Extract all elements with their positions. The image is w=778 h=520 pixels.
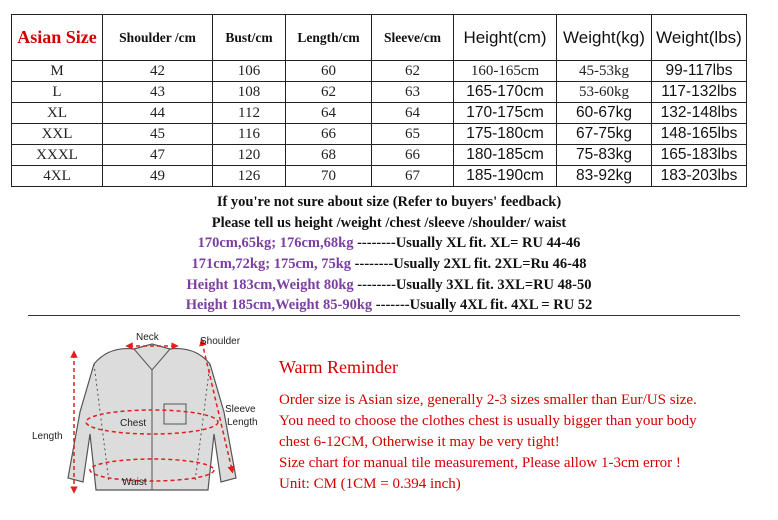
- fit-example-measure: 171cm,72kg; 175cm, 75kg: [191, 256, 352, 272]
- cell-sleeve: 64: [372, 103, 454, 124]
- cell-weight-lbs: 132-148lbs: [652, 103, 747, 124]
- table-row: [12, 61, 747, 82]
- cell-shoulder: 47: [103, 145, 213, 166]
- cell-weight-lbs: 183-203lbs: [652, 166, 747, 187]
- cell-sleeve: 63: [372, 82, 454, 103]
- table-row: [12, 82, 747, 103]
- waist-label: Waist: [122, 477, 147, 488]
- sleeve-length-label: Length: [227, 417, 258, 428]
- reminder-line: Order size is Asian size, generally 2-3 sizes smaller than Eur/US size.: [279, 392, 697, 408]
- cell-shoulder: 44: [103, 103, 213, 124]
- cell-weight-lbs: 117-132lbs: [652, 82, 747, 103]
- reminder-line: Unit: CM (1CM = 0.394 inch): [279, 476, 461, 492]
- shirt-measurement-diagram: [24, 322, 274, 518]
- cell-bust: 116: [213, 124, 286, 145]
- cell-size: M: [12, 61, 103, 82]
- size-advice-line: If you're not sure about size (Refer to buyers' feedback): [216, 194, 562, 210]
- cell-bust: 108: [213, 82, 286, 103]
- cell-length: 70: [286, 166, 372, 187]
- cell-height: 160-165cm: [454, 61, 557, 82]
- cell-shoulder: 43: [103, 82, 213, 103]
- chest-label: Chest: [120, 418, 147, 429]
- cell-length: 68: [286, 145, 372, 166]
- cell-sleeve: 62: [372, 61, 454, 82]
- cell-weight-lbs: 99-117lbs: [652, 61, 747, 82]
- cell-sleeve: 65: [372, 124, 454, 145]
- cell-length: 66: [286, 124, 372, 145]
- header-height: Height(cm): [454, 15, 557, 61]
- cell-bust: 120: [213, 145, 286, 166]
- sleeve-label: Sleeve: [225, 404, 256, 415]
- fit-example: [0, 277, 778, 294]
- fit-example-result: --------Usually 3XL fit. 3XL=RU 48-50: [353, 277, 592, 293]
- neck-label: Neck: [136, 332, 159, 343]
- header-bust: Bust/cm: [213, 15, 286, 61]
- cell-weight-lbs: 165-183lbs: [652, 145, 747, 166]
- cell-sleeve: 66: [372, 145, 454, 166]
- cell-weight-kg: 67-75kg: [557, 124, 652, 145]
- cell-shoulder: 45: [103, 124, 213, 145]
- cell-length: 62: [286, 82, 372, 103]
- cell-length: 60: [286, 61, 372, 82]
- fit-example: [0, 256, 778, 273]
- header-weight-kg: Weight(kg): [557, 15, 652, 61]
- cell-weight-kg: 60-67kg: [557, 103, 652, 124]
- cell-height: 180-185cm: [454, 145, 557, 166]
- warm-reminder-title: Warm Reminder: [279, 357, 399, 377]
- cell-sleeve: 67: [372, 166, 454, 187]
- table-row: [12, 145, 747, 166]
- cell-length: 64: [286, 103, 372, 124]
- cell-size: XXL: [12, 124, 103, 145]
- cell-size: L: [12, 82, 103, 103]
- header-length: Length/cm: [286, 15, 372, 61]
- cell-height: 165-170cm: [454, 82, 557, 103]
- cell-size: XL: [12, 103, 103, 124]
- fit-example-result: --------Usually XL fit. XL= RU 44-46: [353, 235, 581, 251]
- fit-example-result: --------Usually 2XL fit. 2XL=Ru 46-48: [351, 256, 587, 272]
- shoulder-label: Shoulder: [200, 336, 241, 347]
- reminder-line: chest 6-12CM, Otherwise it may be very tight!: [279, 434, 560, 450]
- cell-bust: 126: [213, 166, 286, 187]
- table-row: [12, 124, 747, 145]
- length-label: Length: [32, 431, 63, 442]
- size-chart-table: [11, 14, 747, 187]
- cell-bust: 112: [213, 103, 286, 124]
- fit-example-measure: Height 185cm,Weight 85-90kg: [185, 297, 373, 313]
- cell-size: 4XL: [12, 166, 103, 187]
- cell-weight-kg: 83-92kg: [557, 166, 652, 187]
- cell-weight-lbs: 148-165lbs: [652, 124, 747, 145]
- cell-shoulder: 49: [103, 166, 213, 187]
- fit-example-measure: 170cm,65kg; 176cm,68kg: [197, 235, 354, 251]
- fit-example: [0, 235, 778, 252]
- table-header-row: [12, 15, 747, 61]
- table-row: [12, 166, 747, 187]
- section-divider: [28, 315, 740, 316]
- table-row: [12, 103, 747, 124]
- fit-example-result: -------Usually 4XL fit. 4XL = RU 52: [372, 297, 593, 313]
- cell-shoulder: 42: [103, 61, 213, 82]
- cell-weight-kg: 45-53kg: [557, 61, 652, 82]
- cell-height: 185-190cm: [454, 166, 557, 187]
- header-sleeve: Sleeve/cm: [372, 15, 454, 61]
- header-asian-size: Asian Size: [12, 15, 103, 61]
- cell-height: 170-175cm: [454, 103, 557, 124]
- reminder-line: You need to choose the clothes chest is usually bigger than your body: [279, 413, 697, 429]
- cell-bust: 106: [213, 61, 286, 82]
- fit-example: [0, 297, 778, 314]
- cell-size: XXXL: [12, 145, 103, 166]
- reminder-line: Size chart for manual tile measurement, Please allow 1-3cm error !: [279, 455, 681, 471]
- cell-weight-kg: 75-83kg: [557, 145, 652, 166]
- cell-weight-kg: 53-60kg: [557, 82, 652, 103]
- cell-height: 175-180cm: [454, 124, 557, 145]
- measurement-request-line: Please tell us height /weight /chest /sleeve /shoulder/ waist: [211, 215, 567, 231]
- header-shoulder: Shoulder /cm: [103, 15, 213, 61]
- fit-example-measure: Height 183cm,Weight 80kg: [186, 277, 354, 293]
- header-weight-lbs: Weight(lbs): [652, 15, 747, 61]
